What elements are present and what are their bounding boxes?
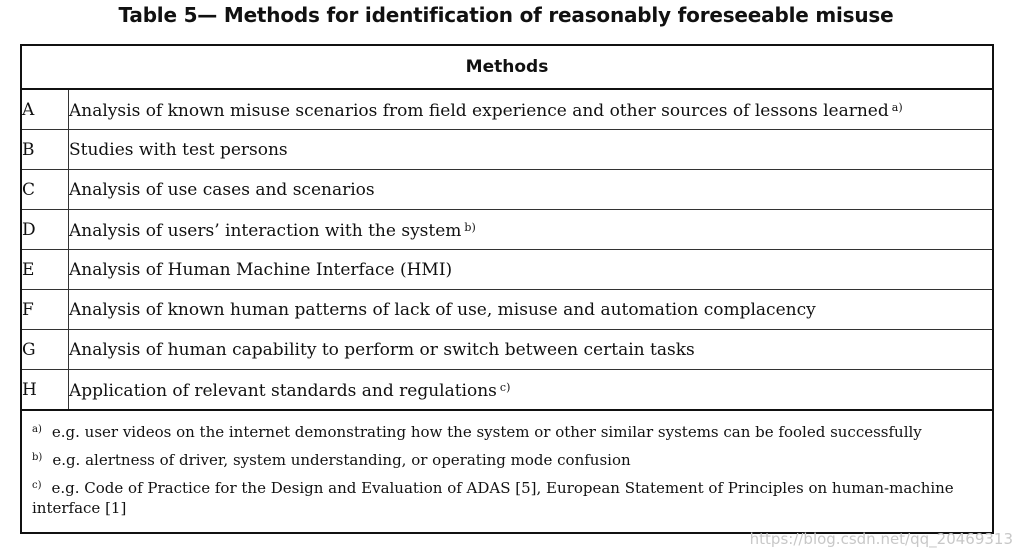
- footnote-ref: b): [464, 221, 476, 234]
- method-text: Analysis of use cases and scenarios: [69, 179, 375, 200]
- method-description: [69, 170, 994, 210]
- footnotes-cell: [21, 410, 993, 533]
- method-description: [69, 89, 994, 130]
- methods-header: Methods: [21, 45, 993, 89]
- table-row: [21, 89, 993, 130]
- footnote-mark: a): [32, 424, 42, 435]
- method-description: [69, 290, 994, 330]
- method-text: Analysis of known human patterns of lack of use, misuse and automation complacency: [69, 299, 816, 320]
- table-row: [21, 210, 993, 250]
- method-id: E: [21, 250, 69, 290]
- footnote: [32, 448, 982, 470]
- footnote: [32, 420, 982, 442]
- table-row: [21, 330, 993, 370]
- table-row: [21, 370, 993, 411]
- method-description: [69, 370, 994, 411]
- footnote-ref: c): [499, 381, 511, 394]
- footnote-text: e.g. alertness of driver, system understanding, or operating mode confusion: [52, 451, 631, 469]
- method-text: Analysis of users’ interaction with the system: [69, 221, 462, 241]
- footnote-mark: c): [32, 480, 42, 491]
- table-row: [21, 170, 993, 210]
- footnote-text: e.g. Code of Practice for the Design and Evaluation of ADAS [5], European Statement of Principles on human-machine interface [1]: [32, 479, 954, 517]
- table-row: [21, 290, 993, 330]
- method-text: Analysis of known misuse scenarios from field experience and other sources of lessons learned: [69, 101, 889, 121]
- method-id: F: [21, 290, 69, 330]
- method-description: [69, 210, 994, 250]
- method-id: A: [21, 89, 69, 130]
- method-id: D: [21, 210, 69, 250]
- table-row: [21, 130, 993, 170]
- footnote-ref: a): [891, 101, 903, 114]
- method-description: [69, 330, 994, 370]
- methods-table: [20, 44, 994, 534]
- footnote-mark: b): [32, 452, 43, 463]
- table-title: Table 5— Methods for identification of reasonably foreseeable misuse: [118, 3, 894, 27]
- method-id: H: [21, 370, 69, 411]
- method-description: [69, 250, 994, 290]
- method-id: B: [21, 130, 69, 170]
- watermark: https://blog.csdn.net/qq_20469313: [749, 530, 1013, 548]
- table-header-row: [21, 45, 993, 89]
- method-id: G: [21, 330, 69, 370]
- method-text: Application of relevant standards and regulations: [69, 381, 497, 401]
- method-text: Studies with test persons: [69, 139, 288, 160]
- method-description: [69, 130, 994, 170]
- footnote: [32, 476, 982, 518]
- footnote-text: e.g. user videos on the internet demonstrating how the system or other similar systems can be fooled successfully: [51, 423, 922, 441]
- table-row: [21, 250, 993, 290]
- method-text: Analysis of human capability to perform or switch between certain tasks: [69, 339, 695, 360]
- method-id: C: [21, 170, 69, 210]
- footnotes-row: [21, 410, 993, 533]
- method-text: Analysis of Human Machine Interface (HMI): [69, 259, 453, 280]
